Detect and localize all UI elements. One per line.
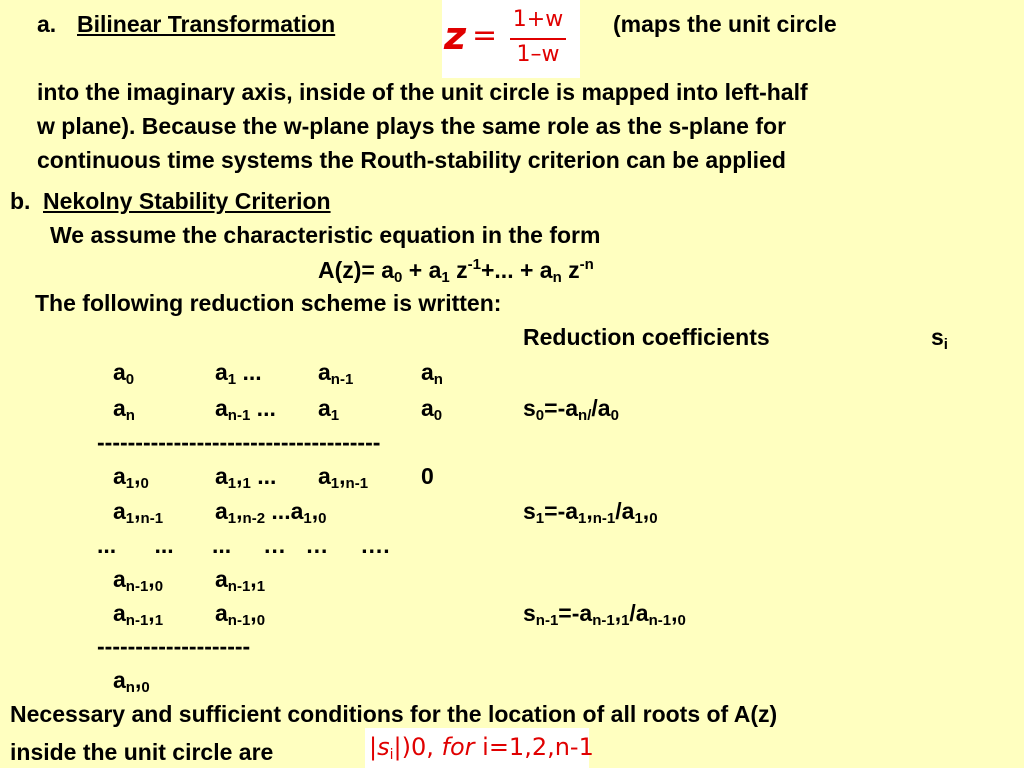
cell-r5-c2: $a_{n-1},_1$	[215, 566, 266, 595]
stability-condition	[365, 728, 594, 768]
formula-denominator: 1–w	[516, 42, 560, 67]
cell-r2-c1: $a_n$	[113, 395, 135, 424]
fraction-bar	[510, 38, 566, 40]
formula-lhs: z	[444, 14, 467, 58]
dots-row: ... ... ... … … ….	[97, 532, 390, 558]
part-a-line-3: continuous time systems the Routh-stability criterion can be applied	[37, 147, 786, 173]
cell-r2-c4: $a_0$	[421, 395, 443, 424]
cell-r1-c2: $a_1$ ...	[215, 359, 262, 388]
cell-r5-c1: $a_{n-1},_0$	[113, 566, 164, 595]
cell-r7-c1: $a_n,_0$	[113, 667, 150, 696]
header-s-i: $s_i$	[931, 324, 948, 353]
header-reduction-coefficients: Reduction coefficients	[523, 324, 770, 350]
conclusion-line-1: Necessary and sufficient conditions for the location of all roots of A(z)	[10, 701, 778, 727]
bilinear-formula	[442, 0, 580, 78]
cell-r3-c3: $a_1,_{n-1}$	[318, 463, 369, 492]
part-a-paren-note: (maps the unit circle	[613, 11, 837, 37]
cell-r6-c1: $a_{n-1},_1$	[113, 600, 164, 629]
coefficient-sn-1: $s_{n-1}=-a_{n-1},_1/a_{n-1},_0$	[523, 600, 686, 629]
scheme-intro: The following reduction scheme is written:	[35, 290, 502, 316]
conclusion-line-2: inside the unit circle are	[10, 739, 274, 765]
cell-r4-c1: $a_1,_{n-1}$	[113, 498, 164, 527]
part-a-marker: a.	[37, 11, 57, 37]
cell-r2-c2: $a_{n-1}$ ...	[215, 395, 276, 424]
assume-text: We assume the characteristic equation in the form	[50, 222, 601, 248]
part-b-title: Nekolny Stability Criterion	[43, 188, 331, 214]
formula-equals: =	[472, 18, 498, 53]
part-a-line-2: w plane). Because the w-plane plays the same role as the s-plane for	[37, 113, 787, 139]
part-a-line-1: into the imaginary axis, inside of the unit circle is mapped into left-half	[37, 79, 808, 105]
cell-r2-c3: $a_1$	[318, 395, 340, 424]
separator-long: -------------------------------------	[97, 429, 381, 455]
cell-r3-c4: 0	[421, 463, 434, 489]
coefficient-s0: $s_0=-a_{n/}/a_0$	[523, 395, 619, 424]
cell-r1-c4: $a_n$	[421, 359, 443, 388]
part-a-title: Bilinear Transformation	[77, 11, 336, 37]
cell-r4-c2: $a_1,_{n-2}$ $...a_1,_0$	[215, 498, 327, 527]
condition-formula: $|s_i|)0$, for i=1,2,n-1	[369, 733, 594, 763]
characteristic-equation: $A(z)= a_0 + a_1$ $z^{-1}+$... + $a_n$ $z^{-n}$	[318, 256, 594, 286]
cell-r3-c1: $a_1,_0$	[113, 463, 149, 492]
cell-r3-c2: $a_1,_1$ ...	[215, 463, 277, 492]
part-b-marker: b.	[10, 188, 31, 214]
cell-r6-c2: $a_{n-1},_0$	[215, 600, 266, 629]
cell-r1-c1: $a_0$	[113, 359, 135, 388]
separator-short: --------------------	[97, 633, 251, 659]
formula-numerator: 1+w	[512, 7, 564, 32]
cell-r1-c3: $a_{n-1}$	[318, 359, 354, 388]
coefficient-s1: $s_1=-a_1,_{n-1}/a_1,_0$	[523, 498, 658, 527]
